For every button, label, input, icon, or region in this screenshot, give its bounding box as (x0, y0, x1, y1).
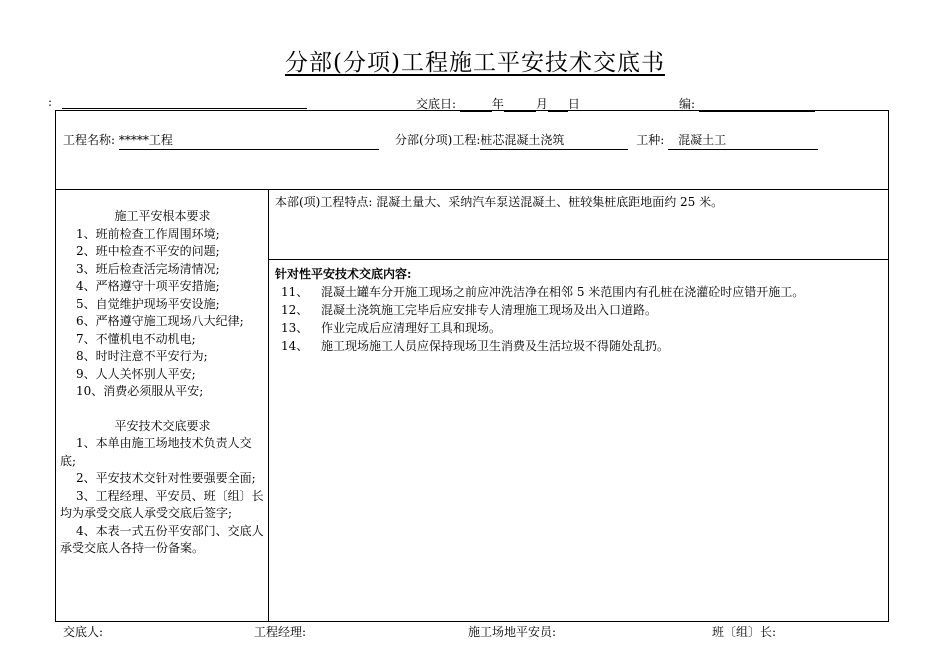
project-name-label: 工程名称: (63, 133, 116, 147)
basic-requirement-item: 10、消费必须服从平安; (76, 384, 204, 398)
month-label: 月 (535, 97, 548, 111)
discloser-signature: 交底人: (63, 625, 104, 639)
day-label: 日 (567, 97, 580, 111)
basic-requirement-item: 9、人人关怀别人平安; (76, 366, 196, 381)
year-label: 年 (491, 97, 504, 111)
safety-measure-text: 混凝土罐车分开施工现场之前应冲洗洁净在相邻 5 米范围内有孔桩在浇灌砼时应错开施工。 (321, 285, 805, 299)
safety-measures (275, 265, 804, 355)
safety-measure-number: 13、 (281, 321, 309, 335)
disclosure-requirement-item: 3、工程经理、平安员、班〔组〕长均为承受交底人承受交底后签字; (60, 488, 264, 520)
project-features: 本部(项)工程特点: 混凝土量大、采纳汽车泵送混凝土、桩较集桩底距地面约 25 米。 (275, 195, 724, 209)
basic-requirement-item: 2、班中检查不平安的问题; (76, 244, 220, 258)
trade-label: 工种: (636, 133, 665, 147)
project-name-row (63, 131, 379, 150)
disclosure-requirement-item: 1、本单由施工场地技术负责人交底; (60, 436, 252, 468)
sub-project-row (395, 131, 818, 150)
sub-project-label: 分部(分项)工程: (395, 133, 481, 147)
disclosure-requirement-item: 4、本表一式五份平安部门、交底人承受交底人各持一份备案。 (60, 523, 264, 555)
meta-row (0, 95, 950, 111)
safety-measure-number: 11、 (281, 285, 309, 299)
safety-measure-number: 12、 (281, 303, 309, 317)
trade-value: 混凝土工 (668, 131, 818, 150)
basic-requirements (60, 208, 265, 558)
editor-label: 编: (679, 97, 696, 111)
safety-measure-number: 14、 (281, 339, 309, 353)
project-name-value: *****工程 (119, 131, 379, 150)
table-divider-top (55, 189, 889, 190)
table-divider-features (268, 259, 889, 260)
basic-requirement-item: 4、严格遵守十项平安措施; (76, 279, 220, 293)
team-leader-signature: 班〔组〕长: (712, 625, 777, 639)
safety-measures-heading: 针对性平安技术交底内容: (275, 267, 412, 281)
document-title: 分部(分项)工程施工平安技术交底书 (285, 50, 665, 76)
safety-measure-text: 作业完成后应清理好工具和现场。 (321, 321, 502, 335)
basic-requirement-item: 3、班后检查活完场清情况; (76, 261, 220, 276)
basic-requirement-item: 1、班前检查工作周围环境; (76, 226, 220, 241)
meta-prefix: : (48, 95, 53, 109)
meta-left-blank (62, 95, 307, 109)
safety-measure-item (275, 319, 804, 337)
safety-measure-text: 混凝土浇筑施工完毕后应安排专人清理施工现场及出入口道路。 (321, 303, 658, 317)
requirements-panel (56, 192, 267, 621)
manager-signature: 工程经理: (254, 625, 307, 639)
safety-measure-item (275, 337, 804, 355)
safety-measure-text: 施工现场施工人员应保持现场卫生消费及生活垃圾不得随处乱扔。 (321, 339, 670, 353)
safety-measure-item (275, 301, 804, 319)
disclosure-requirements-heading: 平安技术交底要求 (114, 418, 211, 433)
disclosure-requirement-item: 2、平安技术交针对性要强要全面; (76, 471, 256, 485)
basic-requirement-item: 5、自觉维护现场平安设施; (76, 296, 220, 311)
basic-requirements-heading: 施工平安根本要求 (114, 209, 211, 223)
safety-measure-item (275, 283, 804, 301)
sub-project-value: 桩芯混凝土浇筑 (480, 131, 628, 150)
safety-officer-signature: 施工场地平安员: (468, 625, 557, 639)
date-label: 交底日: (416, 97, 457, 111)
spacer (60, 401, 265, 418)
basic-requirement-item: 7、不懂机电不动机电; (76, 331, 196, 346)
table-divider-vertical (268, 189, 269, 622)
basic-requirement-item: 8、时时注意不平安行为; (76, 349, 208, 363)
basic-requirement-item: 6、严格遵守施工现场八大纪律; (76, 314, 244, 328)
